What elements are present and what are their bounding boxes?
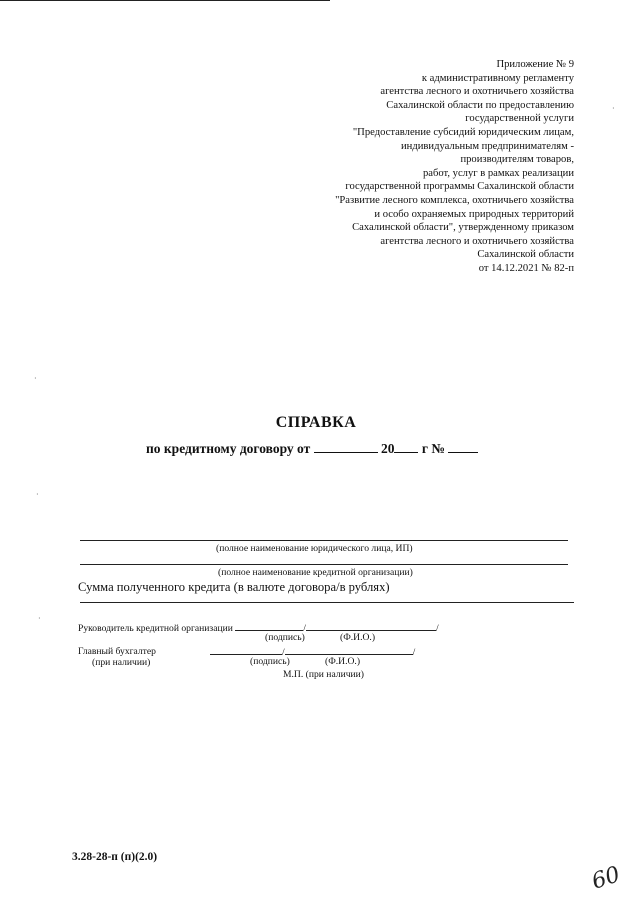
accountant-signature-caption: (подпись): [250, 656, 290, 667]
accountant-signature-row: / /: [210, 645, 415, 658]
head-fio-blank: [306, 621, 436, 631]
head-label: Руководитель кредитной организации: [78, 623, 233, 634]
header-line: государственной услуги: [465, 113, 574, 125]
accountant-fio-caption: (Ф.И.О.): [325, 656, 361, 667]
head-signature-blank: [235, 621, 303, 631]
credit-sum-line: [80, 602, 574, 603]
form-code: 3.28-28-п (п)(2.0): [72, 851, 158, 863]
top-border-line: [0, 0, 330, 1]
scan-speck: ·: [38, 614, 41, 623]
subtitle-prefix: по кредитному договору от: [146, 441, 311, 456]
scan-speck: ·: [34, 374, 37, 383]
head-fio-caption: (Ф.И.О.): [340, 632, 376, 643]
head-signature-row: Руководитель кредитной организации / /: [78, 623, 439, 634]
header-line: агентства лесного и охотничьего хозяйства: [380, 235, 574, 247]
accountant-label: Главный бухгалтер: [78, 646, 156, 657]
date-blank: [314, 440, 378, 453]
header-line: Сахалинской области по предоставлению: [386, 99, 574, 111]
number-blank: [448, 440, 478, 453]
seal-caption: М.П. (при наличии): [283, 669, 364, 680]
header-line: и особо охраняемых природных территорий: [374, 208, 574, 220]
scan-speck: ·: [612, 104, 615, 113]
accountant-fio-blank: [285, 645, 413, 655]
legal-entity-line: [80, 540, 568, 541]
accountant-signature-blank: [210, 645, 282, 655]
header-line: "Развитие лесного комплекса, охотничьего хозяйства: [335, 194, 574, 206]
header-line: "Предоставление субсидий юридическим лицам,: [352, 126, 574, 138]
appendix-header: [244, 58, 574, 276]
header-line: государственной программы Сахалинской области: [345, 181, 574, 193]
handwritten-page-number: 60: [588, 862, 624, 895]
document-subtitle: [146, 440, 478, 457]
year-prefix: 20: [380, 441, 395, 456]
head-signature-caption: (подпись): [265, 632, 305, 643]
credit-sum-label: Сумма полученного кредита (в валюте договора/в рублях): [78, 580, 390, 594]
credit-org-line: [80, 564, 568, 565]
year-blank: [394, 440, 418, 453]
header-line: от 14.12.2021 № 82-п: [478, 262, 574, 274]
legal-entity-caption: (полное наименование юридического лица, ИП): [216, 543, 413, 554]
header-line: индивидуальным предпринимателям -: [401, 140, 574, 152]
header-line: работ, услуг в рамках реализации: [422, 167, 574, 179]
header-line: производителям товаров,: [460, 154, 574, 166]
header-line: Приложение № 9: [496, 59, 574, 70]
accountant-note: (при наличии): [92, 657, 151, 668]
header-line: агентства лесного и охотничьего хозяйства: [380, 86, 574, 98]
header-line: к административному регламенту: [421, 72, 574, 84]
credit-org-caption: (полное наименование кредитной организации): [218, 567, 413, 578]
header-line: Сахалинской области: [477, 249, 574, 261]
number-label: г №: [421, 441, 445, 456]
header-line: Сахалинской области", утвержденному приказом: [352, 222, 574, 234]
scan-speck: ·: [36, 490, 39, 499]
document-title: СПРАВКА: [275, 414, 357, 431]
